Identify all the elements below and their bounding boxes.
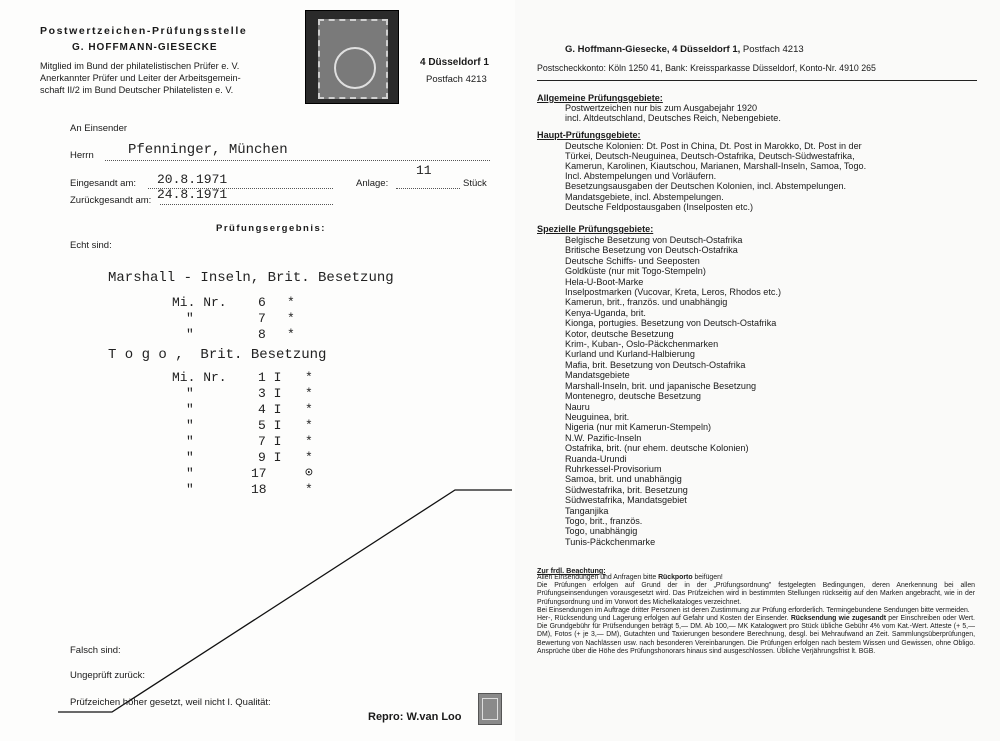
stamp-number: 6 bbox=[258, 295, 266, 310]
main-line: Deutsche Kolonien: Dt. Post in China, Dt. Post in Marokko, Dt. Post in der bbox=[565, 141, 862, 151]
main-line: Mandatsgebiete, incl. Abstempelungen. bbox=[565, 192, 724, 202]
notes-paragraph: Bei Einsendungen im Auftrage dritter Personen ist deren Zustimmung zur Prüfung erforderlich. Termingebundene Sendungen bitte vermeiden. bbox=[537, 606, 970, 614]
list-item: Ruanda-Urundi bbox=[565, 453, 627, 464]
right-address-name: G. Hoffmann-Giesecke, 4 Düsseldorf 1, bbox=[565, 44, 741, 55]
herrn-label: Herrn bbox=[70, 150, 94, 161]
list-item: Krim-, Kuban-, Oslo-Päckchenmarken bbox=[565, 339, 719, 350]
stamp-number: 4 I bbox=[258, 402, 282, 417]
list-item: Südwestafrika, Mandatsgebiet bbox=[565, 495, 687, 506]
condition-mark: * bbox=[287, 327, 295, 342]
stamp-number: 3 I bbox=[258, 386, 282, 401]
list-item: Belgische Besetzung von Deutsch-Ostafrika bbox=[565, 235, 743, 245]
stamp-number: 7 I bbox=[258, 434, 282, 449]
anlage-label: Anlage: bbox=[356, 178, 389, 189]
list-item: Montenegro, deutsche Besetzung bbox=[565, 391, 701, 402]
list-item: Togo, brit., französ. bbox=[565, 515, 643, 526]
header-office: Postwertzeichen-Prüfungsstelle bbox=[40, 25, 248, 37]
repro-credit: Repro: W.van Loo bbox=[368, 711, 462, 723]
ditto-mark: " bbox=[186, 466, 194, 481]
right-address bbox=[565, 44, 804, 55]
condition-mark: * bbox=[305, 482, 313, 497]
special-title: Spezielle Prüfungsgebiete: bbox=[537, 224, 654, 234]
list-item: Ostafrika, brit. (nur ehem. deutsche Kolonien) bbox=[565, 443, 749, 454]
right-address-box: Postfach 4213 bbox=[740, 44, 804, 55]
list-item: Samoa, brit. und unabhängig bbox=[565, 474, 682, 485]
stamp-number: 7 bbox=[258, 311, 266, 326]
recipient-name: Pfenninger, München bbox=[128, 142, 288, 158]
ditto-mark: " bbox=[186, 311, 194, 326]
list-item: Deutsche Schiffs- und Seeposten bbox=[565, 255, 700, 266]
higher-quality-label: Prüfzeichen höher gesetzt, weil nicht I. Qualität: bbox=[70, 697, 271, 708]
list-item: Britische Besetzung von Deutsch-Ostafrika bbox=[565, 245, 738, 256]
ditto-mark: " bbox=[186, 418, 194, 433]
list-item: Südwestafrika, brit. Besetzung bbox=[565, 484, 688, 495]
recipient-label: An Einsender bbox=[70, 123, 128, 134]
returned-label: Zurückgesandt am: bbox=[70, 195, 152, 206]
main-line: Incl. Abstempelungen und Vorläufern. bbox=[565, 171, 717, 181]
notes-paragraph: Her-, Rücksendung und Lagerung erfolgen auf Gefahr und Kosten der Einsender. Rücksendung wie zugesandt per Einschreiben oder Wert. Die Grundgebühr für Prüfsendungen beträgt 5,— DM. Ab 100,— MK Katalogwert pro Stück übliche Gebühr 4% vom Kat.-Wert. Atteste (+ 5,— DM), Fotos (+ je 3,— DM), Gutachten und Taxierungen besondere Berechnung, desgl. bei Mehraufwand an Zeit. Sammlungsüberprüfungen, Bewertung von Nachlässen usw. nach besonderen Vereinbarungen. Die Prüfungen erfolgen nach bestem Wissen und Gewissen, ohne Obligo. Ansprüche über die Höhe des Prüfungshonorars hinaus sind ausgeschlossen. Übliche Verjährungsfrist lt. BGB. bbox=[537, 615, 975, 655]
ditto-mark: " bbox=[186, 327, 194, 342]
list-item: Nauru bbox=[565, 401, 590, 412]
list-item: Kamerun, brit., französ. und unabhängig bbox=[565, 297, 728, 308]
condition-mark: * bbox=[305, 434, 313, 449]
bpp-logo bbox=[478, 693, 502, 725]
notes-paragraph: Allen Einsendungen und Anfragen bitte Rückporto beifügen! bbox=[537, 574, 723, 581]
list-item: Mandatsgebiete bbox=[565, 370, 630, 381]
main-line: Türkei, Deutsch-Neuguinea, Deutsch-Ostafrika, Deutsch-Südwestafrika, bbox=[565, 151, 855, 161]
notes-body bbox=[537, 574, 975, 656]
section-title-marshall: Marshall - Inseln, Brit. Besetzung bbox=[108, 270, 394, 286]
condition-mark: * bbox=[305, 450, 313, 465]
sent-label: Eingesandt am: bbox=[70, 178, 137, 189]
header-member: Mitglied im Bund der philatelistischen Prüfer e. V. bbox=[40, 61, 240, 71]
list-item: Tunis-Päckchenmarke bbox=[565, 536, 656, 547]
ditto-mark: " bbox=[186, 402, 194, 417]
header-divider bbox=[537, 80, 977, 81]
condition-mark: * bbox=[305, 418, 313, 433]
list-item: Kotor, deutsche Besetzung bbox=[565, 328, 674, 339]
list-item: Mafia, brit. Besetzung von Deutsch-Ostafrika bbox=[565, 359, 746, 370]
header-postbox: Postfach 4213 bbox=[426, 74, 487, 85]
main-title: Haupt-Prüfungsgebiete: bbox=[537, 130, 641, 140]
general-title: Allgemeine Prüfungsgebiete: bbox=[537, 93, 663, 103]
stamp-number: 9 I bbox=[258, 450, 282, 465]
main-line: Besetzungsausgaben der Deutschen Kolonien, incl. Abstempelungen. bbox=[565, 181, 847, 191]
notes-paragraph: Die Prüfungen erfolgen auf Grund der in der „Prüfungsordnung" festgelegten Bedingungen, deren Anerkennung bei allen Prüfungseinsendungen vorausgesetzt wird. Das Prüfzeichen wird in bestimmten Stellungen rückseitig auf den Marken angebracht, wie in der Prüfungsordnung und im Vorwort des Michelkataloges verzeichnet. bbox=[537, 582, 975, 606]
condition-mark: * bbox=[305, 402, 313, 417]
stamp-number: 5 I bbox=[258, 418, 282, 433]
genuine-label: Echt sind: bbox=[70, 240, 112, 251]
condition-mark: * bbox=[287, 311, 295, 326]
list-item: Marshall-Inseln, brit. und japanische Besetzung bbox=[565, 380, 757, 391]
condition-mark: ⊙ bbox=[305, 465, 313, 480]
special-list bbox=[565, 235, 781, 547]
bank-details: Postscheckkonto: Köln 1250 41, Bank: Kreissparkasse Düsseldorf, Konto-Nr. 4910 265 bbox=[537, 63, 876, 73]
list-item: Kenya-Uganda, brit. bbox=[565, 307, 646, 318]
condition-mark: * bbox=[305, 370, 313, 385]
condition-mark: * bbox=[287, 295, 295, 310]
stamp-number: 17 bbox=[251, 466, 267, 481]
false-label: Falsch sind: bbox=[70, 645, 121, 656]
result-title: Prüfungsergebnis: bbox=[216, 223, 326, 234]
list-item: Nigeria (nur mit Kamerun-Stempeln) bbox=[565, 422, 712, 433]
general-line: incl. Altdeutschland, Deutsches Reich, Nebengebiete. bbox=[565, 113, 781, 123]
main-line: Deutsche Feldpostausgaben (Inselposten etc.) bbox=[565, 202, 754, 212]
notes-title: Zur frdl. Beachtung: bbox=[537, 566, 606, 575]
ditto-mark: " bbox=[186, 482, 194, 497]
section-title-togo: T o g o , Brit. Besetzung bbox=[108, 347, 327, 363]
list-item: Ruhrkessel-Provisorium bbox=[565, 463, 662, 474]
terms-sheet bbox=[515, 0, 1000, 741]
stamp-number: 1 I bbox=[258, 370, 282, 385]
header-recognized: Anerkannter Prüfer und Leiter der Arbeitsgemein- bbox=[40, 73, 241, 83]
list-item: Inselpostmarken (Vucovar, Kreta, Leros, Rhodos etc.) bbox=[565, 287, 781, 298]
ditto-mark: " bbox=[186, 434, 194, 449]
stamp-number: 8 bbox=[258, 327, 266, 342]
main-line: Kamerun, Karolinen, Kiautschou, Marianen, Marshall-Inseln, Samoa, Togo. bbox=[565, 161, 867, 171]
list-item: N.W. Pazific-Inseln bbox=[565, 432, 642, 443]
condition-mark: * bbox=[305, 386, 313, 401]
list-item: Mi. Nr. bbox=[172, 295, 227, 310]
list-item: Mi. Nr. bbox=[172, 370, 227, 385]
unchecked-label: Ungeprüft zurück: bbox=[70, 670, 145, 681]
anlage-unit: Stück bbox=[463, 178, 487, 189]
ditto-mark: " bbox=[186, 386, 194, 401]
sent-date: 20.8.1971 bbox=[157, 172, 228, 187]
returned-date: 24.8.1971 bbox=[157, 187, 228, 202]
list-item: Hela-U-Boot-Marke bbox=[565, 276, 644, 287]
header-city: 4 Düsseldorf 1 bbox=[420, 57, 489, 68]
list-item: Goldküste (nur mit Togo-Stempeln) bbox=[565, 266, 706, 277]
stamp-number: 18 bbox=[251, 482, 267, 497]
header-name: G. HOFFMANN-GIESECKE bbox=[72, 42, 218, 53]
list-item: Kurland und Kurland-Halbierung bbox=[565, 349, 695, 360]
general-line: Postwertzeichen nur bis zum Ausgabejahr 1920 bbox=[565, 103, 758, 113]
list-item: Tanganjika bbox=[565, 505, 609, 516]
list-item: Neuguinea, brit. bbox=[565, 411, 630, 422]
header-working-group: schaft II/2 im Bund Deutscher Philatelisten e. V. bbox=[40, 85, 234, 95]
ditto-mark: " bbox=[186, 450, 194, 465]
list-item: Togo, unabhängig bbox=[565, 526, 638, 537]
list-item: Kionga, portugies. Besetzung von Deutsch-Ostafrika bbox=[565, 318, 777, 329]
anlage-count: 11 bbox=[416, 163, 432, 178]
